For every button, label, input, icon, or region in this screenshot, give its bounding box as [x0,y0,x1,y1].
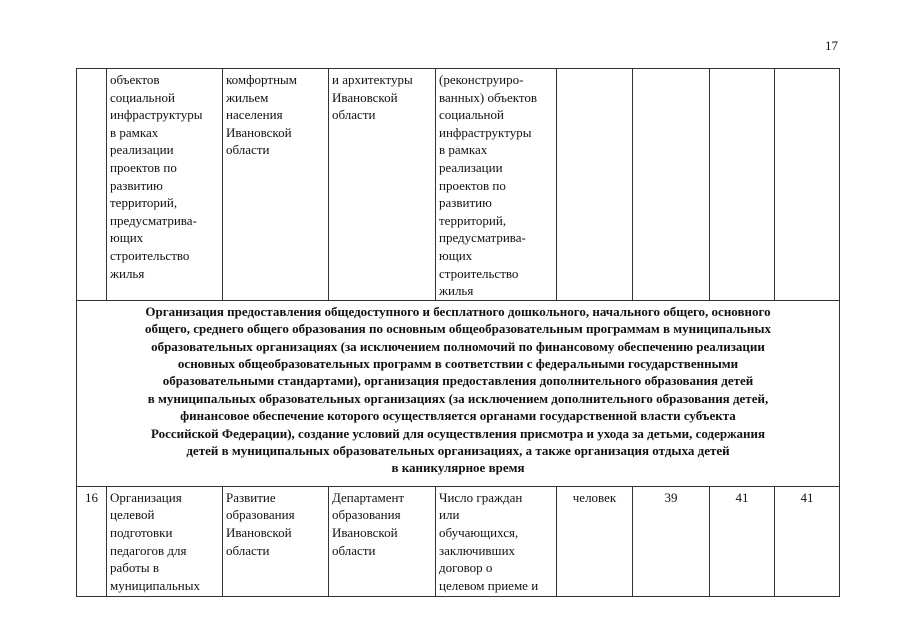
text-line: Ивановской [332,89,398,105]
cell-task [107,69,223,301]
text-line: общего, среднего общего образования по основным общеобразовательным программам в муниципальных [144,321,772,337]
cell-executor [329,486,436,596]
text-line: финансовое обеспечение которого осуществляется органами государственной власти субъекта [180,408,736,424]
row-number: 16 [77,486,107,596]
text-line: строительство [110,247,190,263]
text-line: области [226,542,270,558]
text-line: жилья [439,283,474,299]
text-line: Организация предоставления общедоступного и бесплатного дошкольного, начального общего, основного [145,303,771,319]
text-line: Развитие [226,489,276,505]
text-line: и архитектуры [332,72,413,87]
text-line: целевой [110,507,155,523]
text-line: проектов по [439,177,506,193]
text-line: реализации [439,159,503,175]
page-number: 17 [825,38,838,53]
text-line: Ивановской [332,524,398,540]
text-line: населения [226,107,283,123]
text-line: строительство [439,265,519,281]
text-line: в муниципальных образовательных организациях (за исключением дополнительного образования детей, [147,390,769,406]
text-line: развитию [439,195,492,211]
text-line: ванных) объектов [439,89,538,105]
text-line: образования [226,507,295,523]
cell-value-3 [775,69,840,301]
cell-value-2 [710,69,775,301]
text-line: работы в [110,560,160,576]
text-line: предусматрива- [110,212,197,228]
text-line: договор о [439,560,493,576]
text-line: проектов по [110,159,177,175]
text-line: территорий, [439,212,507,228]
section-heading [77,300,840,486]
text-line: инфраструктуры [110,107,203,123]
text-line: ющих [439,247,473,263]
text-line: инфраструктуры [439,124,532,140]
text-line: образовательных организациях (за исключением полномочий по финансовому обеспечению реализации [151,338,765,354]
table-row-16 [77,486,840,596]
text-line: развитию [110,177,163,193]
cell-unit [557,69,633,301]
text-line: области [226,142,270,158]
text-line: социальной [110,89,175,105]
table-row-continuation [77,69,840,301]
text-line: предусматрива- [439,230,526,246]
text-line: заключивших [439,542,516,558]
cell-value-1 [633,69,710,301]
text-line: социальной [439,107,504,123]
text-line: в рамках [110,124,159,140]
program-table [76,68,840,597]
text-line: Ивановской [226,124,292,140]
cell-value-2: 41 [710,486,775,596]
text-line: основных общеобразовательных программ в соответствии с федеральными государственными [177,355,739,371]
text-line: обучающихся, [439,524,519,540]
text-line: жилья [110,265,145,281]
cell-program [223,486,329,596]
cell-unit: человек [557,486,633,596]
text-line: Российской Федерации), создание условий для осуществления присмотра и ухода за детьми, содержания [150,425,766,441]
text-line: или [439,507,460,523]
text-line: области [332,107,376,123]
table-row-section-heading [77,300,840,486]
cell-executor [329,69,436,301]
cell-number [77,69,107,301]
text-line: комфортным [226,72,297,87]
text-line: (реконструиро- [439,72,524,87]
text-line: педагогов для [110,542,187,558]
text-line: Департамент [332,489,405,505]
text-line: объектов [110,72,160,87]
cell-indicator [436,69,557,301]
cell-program [223,69,329,301]
text-line: образования [332,507,401,523]
text-line: области [332,542,376,558]
text-line: муниципальных [110,577,201,593]
cell-value-1: 39 [633,486,710,596]
text-line: детей в муниципальных образовательных организациях, а также организация отдыха детей [186,442,730,458]
text-line: Число граждан [439,489,523,505]
text-line: образовательными стандартами), организация предоставления дополнительного образования детей [162,373,754,389]
text-line: в каникулярное время [391,460,525,476]
text-line: Ивановской [226,524,292,540]
cell-task [107,486,223,596]
text-line: в рамках [439,142,488,158]
text-line: целевом приеме и [439,577,539,593]
text-line: ющих [110,230,144,246]
cell-indicator [436,486,557,596]
text-line: жильем [226,89,269,105]
text-line: Организация [110,489,182,505]
text-line: подготовки [110,524,173,540]
text-line: реализации [110,142,174,158]
text-line: территорий, [110,195,178,211]
cell-value-3: 41 [775,486,840,596]
